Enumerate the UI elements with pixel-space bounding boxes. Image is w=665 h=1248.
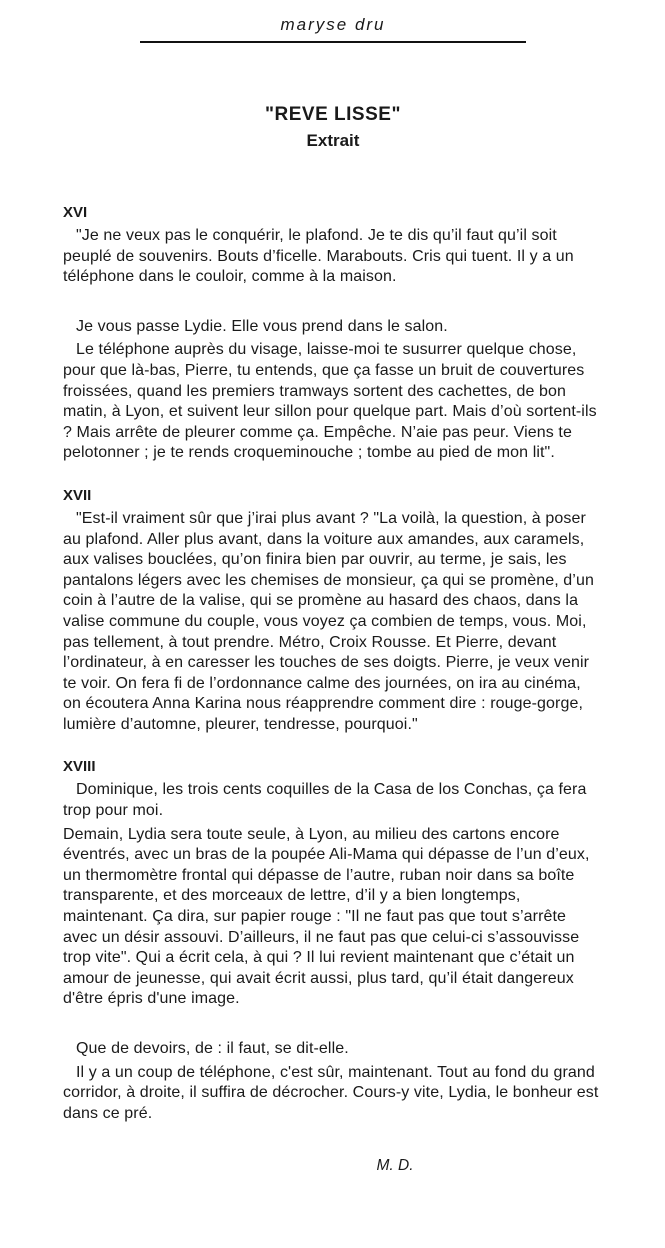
document-title: "REVE LISSE" (265, 104, 401, 125)
section-xviii (63, 757, 603, 1124)
section-heading: XVI (63, 204, 88, 221)
header-rule (140, 41, 526, 43)
paragraph: Je vous passe Lydie. Elle vous prend dans le salon. (76, 317, 448, 335)
paragraph: Il y a un coup de téléphone, c'est sûr, maintenant. Tout au fond du grand corridor, à droite, il suffira de décrocher. Cours-y vite, Lydia, le bonheur est dans ce pré. (63, 1063, 599, 1122)
title-block (63, 102, 603, 152)
page-footer (63, 1156, 603, 1176)
document-subtitle: Extrait (306, 131, 360, 150)
paragraph: Le téléphone auprès du visage, laisse-moi te susurrer quelque chose, pour que là-bas, Pierre, tu entends, que ça fasse un bruit de couvertures froissées, quand les premiers tramways sortent des cachettes, de bon matin, à Lyon, et suivent leur sillon pour quelque part. Mais d’où sortent-ils ? Mais arrête de pleurer comme ça. Empêche. N’aie pas peur. Viens te pelotonner ; je te rends croqueminouche ; tombe au pied de mon lit". (63, 341, 597, 462)
section-xvii (63, 486, 603, 736)
author-initials-signature: M. D. (376, 1157, 414, 1175)
document-body (63, 203, 603, 1124)
section-heading: XVIII (63, 758, 96, 776)
paragraph: Demain, Lydia sera toute seule, à Lyon, au milieu des cartons encore éventrés, avec un bras de la poupée Ali-Mama qui dépasse de l’un d’eux, un thermomètre frontal qui dépasse de l’autre, ruban noir dans sa boîte transparente, et des morceaux de lettre, d’il y a bien longtemps, maintenant. Ça dira, sur papier rouge : "Il ne faut pas que tout s’arrête avec un désir assouvi. D’ailleurs, il ne faut pas que celui-ci s’assouvisse trop vite". Qui a écrit cela, à qui ? Il lui revient maintenant que c’était un amour de jeunesse, qui avait écrit aussi, plus tard, qu’il était dangereux d'être épris d'une image. (63, 825, 590, 1008)
page-header (63, 14, 603, 43)
section-heading: XVII (63, 486, 92, 504)
section-xvi (63, 203, 603, 464)
paragraph: "Je ne veux pas le conquérir, le plafond. Je te dis qu’il faut qu’il soit peuplé de souvenirs. Bouts d’ficelle. Marabouts. Cris qui tuent. Il y a un téléphone dans le couloir, comme à la maison. (63, 227, 574, 286)
paragraph: "Est-il vraiment sûr que j’irai plus avant ? "La voilà, la question, à poser au plafond. Aller plus avant, dans la voiture aux amandes, aux caramels, aux valises bouclées, qu’on finira bien par ouvrir, au terme, je sais, les pantalons légers avec les chemises de monsieur, ça qui se promène, d’un coin à l’autre de la valise, qui se promène au hasard des chaos, dans la valise commune du couple, vous voyez ça combien de temps, vous. Moi, pas tellement, à tout prendre. Métro, Croix Rousse. Et Pierre, devant l’ordinateur, à en caresser les touches de ses doigts. Pierre, je veux venir te voir. On fera fi de l’ordonnance calme des journées, on ira au cinéma, on écoutera Anna Karina nous réapprendre comment dire : rouge-gorge, lumière d’automne, pleurer, tendresse, pourquoi." (63, 509, 594, 733)
paragraph: Que de devoirs, de : il faut, se dit-elle. (76, 1040, 349, 1057)
author-name: maryse dru (280, 15, 386, 34)
paragraph: Dominique, les trois cents coquilles de la Casa de los Conchas, ça fera trop pour moi. (63, 781, 587, 820)
